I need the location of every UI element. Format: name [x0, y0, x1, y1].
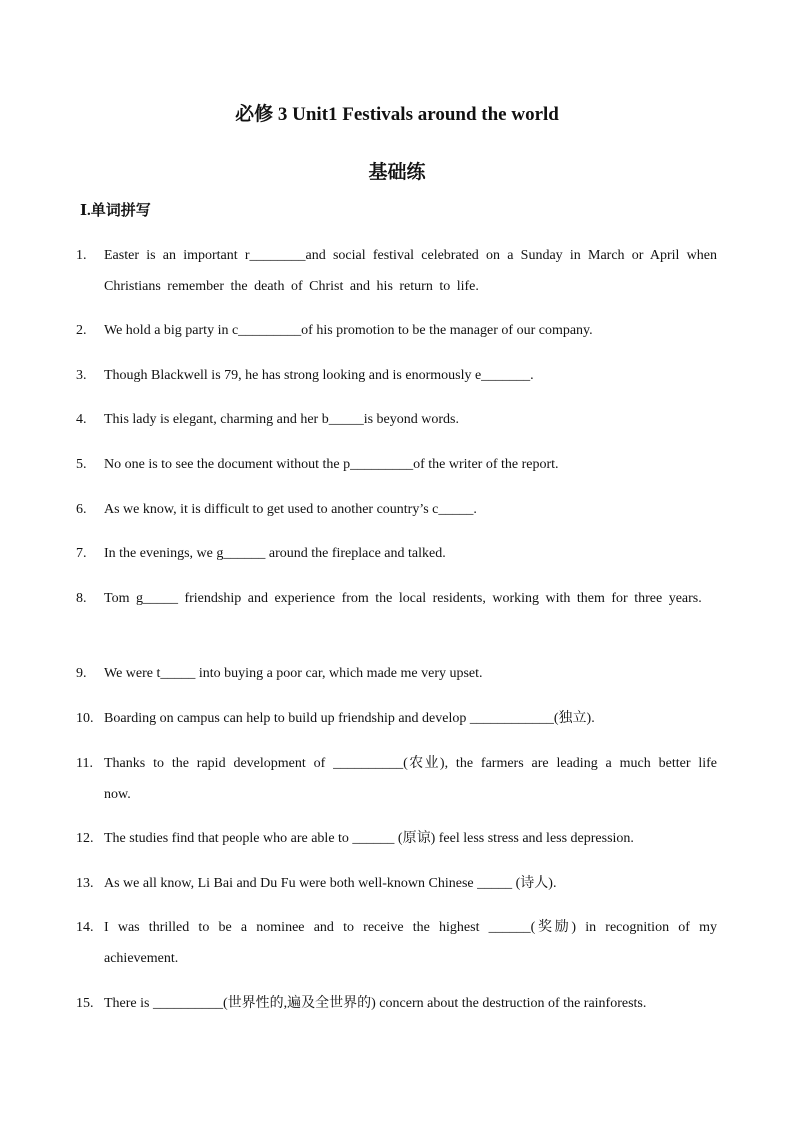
question-number: 7. — [76, 546, 87, 561]
page-subtitle: 基础练 — [368, 162, 426, 183]
question-number: 6. — [76, 502, 87, 517]
question-item — [76, 988, 717, 1019]
question-text: There is __________(世界性的,遍及全世界的) concern about the destruction of the rainforests. — [104, 996, 647, 1011]
question-text: In the evenings, we g______ around the fireplace and talked. — [104, 546, 446, 561]
section-heading: Ⅰ.单词拼写 — [80, 203, 151, 219]
question-number: 5. — [76, 457, 87, 472]
question-text: No one is to see the document without the p_________of the writer of the report. — [104, 457, 559, 472]
question-item — [76, 868, 717, 899]
question-item — [76, 583, 717, 614]
question-item — [76, 823, 717, 854]
question-text: This lady is elegant, charming and her b_____is beyond words. — [104, 412, 459, 427]
question-item — [76, 538, 717, 569]
question-text: We were t_____ into buying a poor car, which made me very upset. — [104, 666, 483, 681]
question-text: Tom g_____ friendship and experience from the local residents, working with them for three years. — [104, 591, 702, 606]
question-text: Though Blackwell is 79, he has strong looking and is enormously e_______. — [104, 368, 534, 383]
question-text: As we all know, Li Bai and Du Fu were both well-known Chinese _____ (诗人). — [104, 876, 557, 891]
question-item — [76, 404, 717, 435]
question-number: 1. — [76, 248, 87, 263]
question-item — [76, 240, 717, 302]
question-text: As we know, it is difficult to get used to another country’s c_____. — [104, 502, 477, 517]
question-item — [76, 315, 717, 346]
question-number: 14. — [76, 920, 94, 935]
question-item — [76, 449, 717, 480]
question-number: 3. — [76, 368, 87, 383]
question-number: 2. — [76, 323, 87, 338]
question-number: 15. — [76, 996, 94, 1011]
question-item — [76, 360, 717, 391]
question-number: 10. — [76, 711, 94, 726]
question-text: We hold a big party in c_________of his promotion to be the manager of our company. — [104, 323, 593, 338]
page-title: 必修 3 Unit1 Festivals around the world — [235, 104, 559, 125]
question-item — [76, 494, 717, 525]
question-number: 8. — [76, 591, 87, 606]
question-text: I was thrilled to be a nominee and to receive the highest ______(奖励) in recognition of my achievement. — [104, 920, 717, 966]
question-text: Thanks to the rapid development of __________(农业), the farmers are leading a much better life now. — [104, 756, 717, 802]
question-text: The studies find that people who are able to ______ (原谅) feel less stress and less depression. — [104, 831, 634, 846]
question-number: 12. — [76, 831, 94, 846]
question-number: 4. — [76, 412, 87, 427]
question-item — [76, 658, 717, 689]
question-text: Boarding on campus can help to build up friendship and develop ____________(独立). — [104, 711, 595, 726]
question-number: 11. — [76, 756, 93, 771]
question-text: Easter is an important r________and social festival celebrated on a Sunday in March or April when Christians remember the death of Christ and his return to life. — [104, 248, 717, 294]
question-item — [76, 912, 717, 974]
question-item — [76, 748, 717, 810]
question-number: 9. — [76, 666, 87, 681]
question-item — [76, 703, 717, 734]
question-number: 13. — [76, 876, 94, 891]
